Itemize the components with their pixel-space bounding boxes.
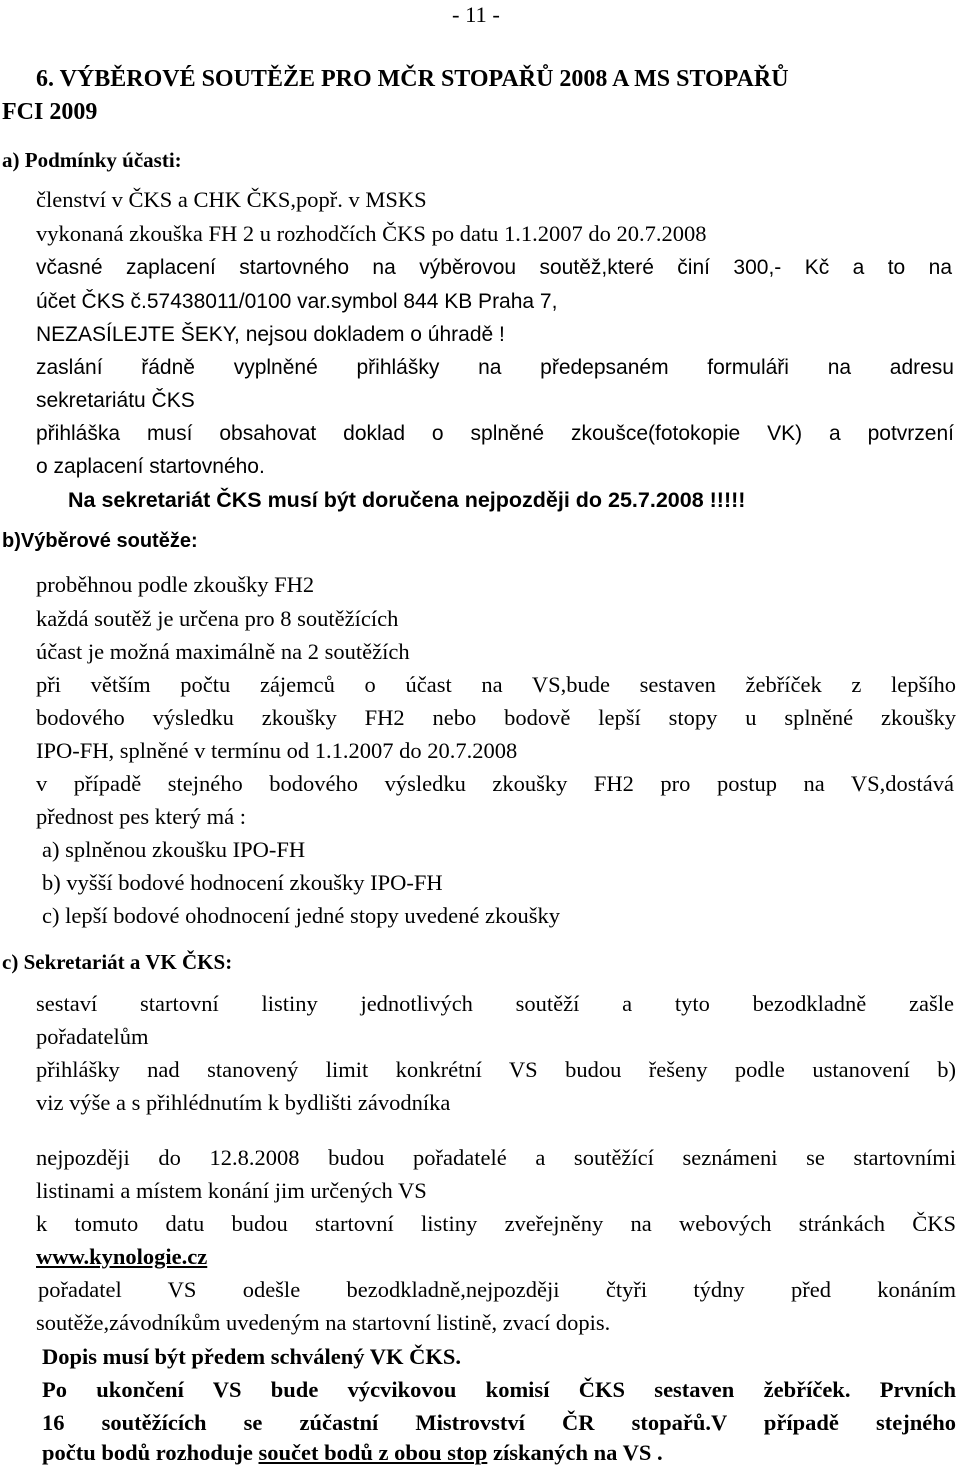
section-c-line: přihlášky nad stanovený limit konkrétní VS budou řešeny podle ustanovení b) xyxy=(36,1057,956,1082)
website-link[interactable]: www.kynologie.cz xyxy=(36,1244,208,1269)
section-b-line: každá soutěž je určena pro 8 soutěžících xyxy=(36,606,399,631)
section-a-line: členství v ČKS a CHK ČKS,popř. v MSKS xyxy=(36,187,427,212)
section-c-line: soutěže,závodníkům uvedeným na startovní listině, zvací dopis. xyxy=(36,1310,611,1335)
final-note-underlined: součet bodů z obou stop xyxy=(258,1440,488,1465)
final-note-line xyxy=(42,1440,663,1466)
section-c-line: k tomuto datu budou startovní listiny zveřejněny na webových stránkách ČKS xyxy=(36,1211,956,1236)
section-c-line: sestaví startovní listiny jednotlivých soutěží a tyto bezodkladně zašle xyxy=(36,991,954,1016)
section-c-title: c) Sekretariát a VK ČKS: xyxy=(2,950,233,974)
section-b-subitem: a) splněnou zkoušku IPO-FH xyxy=(42,837,306,862)
section-a-line: zaslání řádně vyplněné přihlášky na předepsaném formuláři na adresu xyxy=(36,356,954,379)
section-b-line: proběhnou podle zkoušky FH2 xyxy=(36,572,315,597)
section-a-line: včasné zaplacení startovného na výběrovou soutěž,které činí 300,- Kč a to na xyxy=(36,256,952,279)
section-b-title: b)Výběrové soutěže: xyxy=(2,530,198,552)
final-note-line: 16 soutěžících se zúčastní Mistrovství ČR stopařů.V případě stejného xyxy=(42,1410,956,1435)
section-a-title: a) Podmínky účasti: xyxy=(2,148,182,172)
section-a-line: sekretariátu ČKS xyxy=(36,389,195,412)
section-a-line: NEZASÍLEJTE ŠEKY, nejsou dokladem o úhradě ! xyxy=(36,323,505,346)
section-b-subitem: b) vyšší bodové hodnocení zkoušky IPO-FH xyxy=(42,870,443,895)
section-b-line: IPO-FH, splněné v termínu od 1.1.2007 do 20.7.2008 xyxy=(36,738,518,763)
section-b-line: přednost pes který má : xyxy=(36,804,246,829)
section-c-line: pořadatel VS odešle bezodkladně,nejpozději čtyři týdny před konáním xyxy=(38,1277,956,1302)
section-b-line: v případě stejného bodového výsledku zkoušky FH2 pro postup na VS,dostává xyxy=(36,771,954,796)
section-a-line: o zaplacení startovného. xyxy=(36,455,265,478)
section-b-line: při větším počtu zájemců o účast na VS,bude sestaven žebříček z lepšího xyxy=(36,672,956,697)
section-c-line: pořadatelům xyxy=(36,1024,149,1049)
heading-line-1: 6. VÝBĚROVÉ SOUTĚŽE PRO MČR STOPAŘŮ 2008 A MS STOPAŘŮ xyxy=(36,66,789,92)
final-note-line: Po ukončení VS bude výcvikovou komisí ČKS sestaven žebříček. Prvních xyxy=(42,1377,956,1402)
section-b-line: účast je možná maximálně na 2 soutěžích xyxy=(36,639,410,664)
section-c-line: viz výše a s přihlédnutím k bydlišti závodníka xyxy=(36,1090,451,1115)
section-c-line: listinami a místem konání jim určených VS xyxy=(36,1178,427,1203)
section-a-line: přihláška musí obsahovat doklad o splněné zkoušce(fotokopie VK) a potvrzení xyxy=(36,422,954,445)
section-b-line: bodového výsledku zkoušky FH2 nebo bodově lepší stopy u splněné zkoušky xyxy=(36,705,956,730)
section-a-line: účet ČKS č.57438011/0100 var.symbol 844 KB Praha 7, xyxy=(36,290,558,313)
section-c-line: nejpozději do 12.8.2008 budou pořadatelé a soutěžící seznámeni se startovními xyxy=(36,1145,956,1170)
heading-line-2: FCI 2009 xyxy=(2,99,98,125)
section-a-deadline: Na sekretariát ČKS musí být doručena nejpozději do 25.7.2008 !!!!! xyxy=(68,488,746,512)
section-a-line: vykonaná zkouška FH 2 u rozhodčích ČKS po datu 1.1.2007 do 20.7.2008 xyxy=(36,221,707,246)
approval-note: Dopis musí být předem schválený VK ČKS. xyxy=(42,1344,462,1369)
section-b-subitem: c) lepší bodové ohodnocení jedné stopy uvedené zkoušky xyxy=(42,903,560,928)
final-note-before: počtu bodů rozhoduje xyxy=(42,1440,259,1465)
page-number: - 11 - xyxy=(452,2,500,27)
final-note-after: získaných na VS . xyxy=(487,1440,663,1465)
